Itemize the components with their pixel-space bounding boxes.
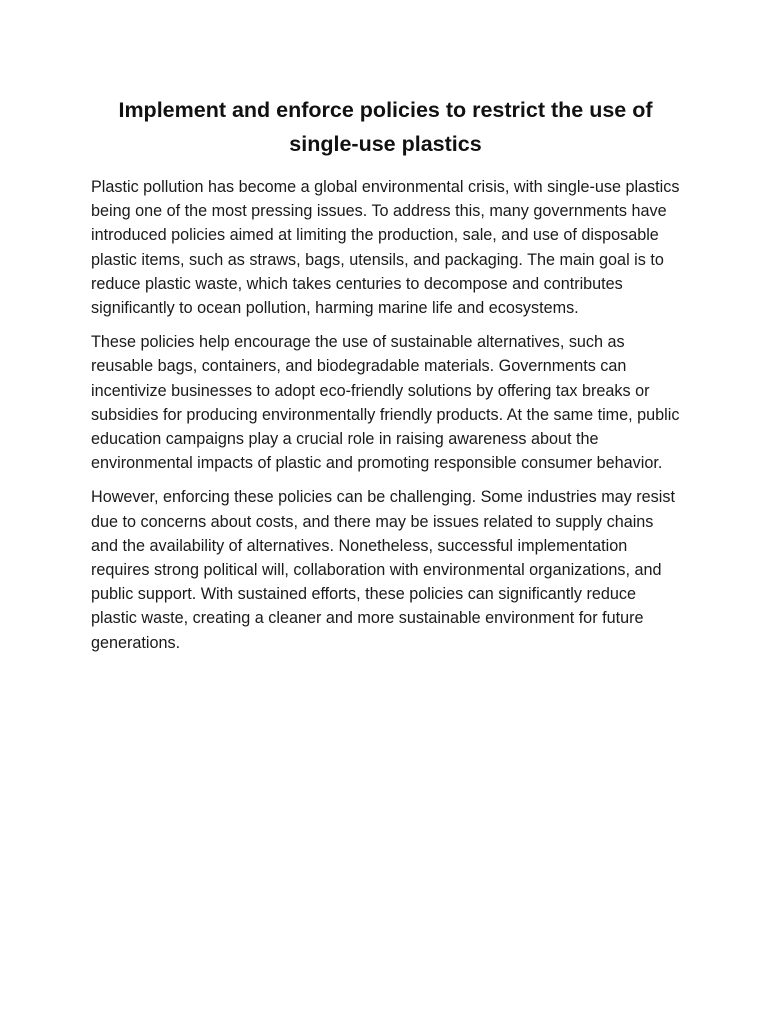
document-paragraph-1: Plastic pollution has become a global environmental crisis, with single-use plastics being one of the most pressing issues. To address this, many governments have introduced policies aimed at limiting the production, sale, and use of disposable plastic items, such as straws, bags, utensils, and packaging. The main goal is to reduce plastic waste, which takes centuries to decompose and contributes significantly to ocean pollution, harming marine life and ecosystems. <box>91 178 680 318</box>
document-paragraph-2: These policies help encourage the use of sustainable alternatives, such as reusable bags, containers, and biodegradable materials. Governments can incentivize businesses to adopt eco-friendly solutions by offering tax breaks or subsidies for producing environmentally friendly products. At the same time, public education campaigns play a crucial role in raising awareness about the environmental impacts of plastic and promoting responsible consumer behavior. <box>91 333 680 473</box>
document-title: Implement and enforce policies to restrict the use of single-use plastics <box>118 98 653 156</box>
document-paragraph-3: However, enforcing these policies can be challenging. Some industries may resist due to concerns about costs, and there may be issues related to supply chains and the availability of alternatives. Nonetheless, successful implementation requires strong political will, collaboration with environmental organizations, and public support. With sustained efforts, these policies can significantly reduce plastic waste, creating a cleaner and more sustainable environment for future generations. <box>91 488 675 652</box>
